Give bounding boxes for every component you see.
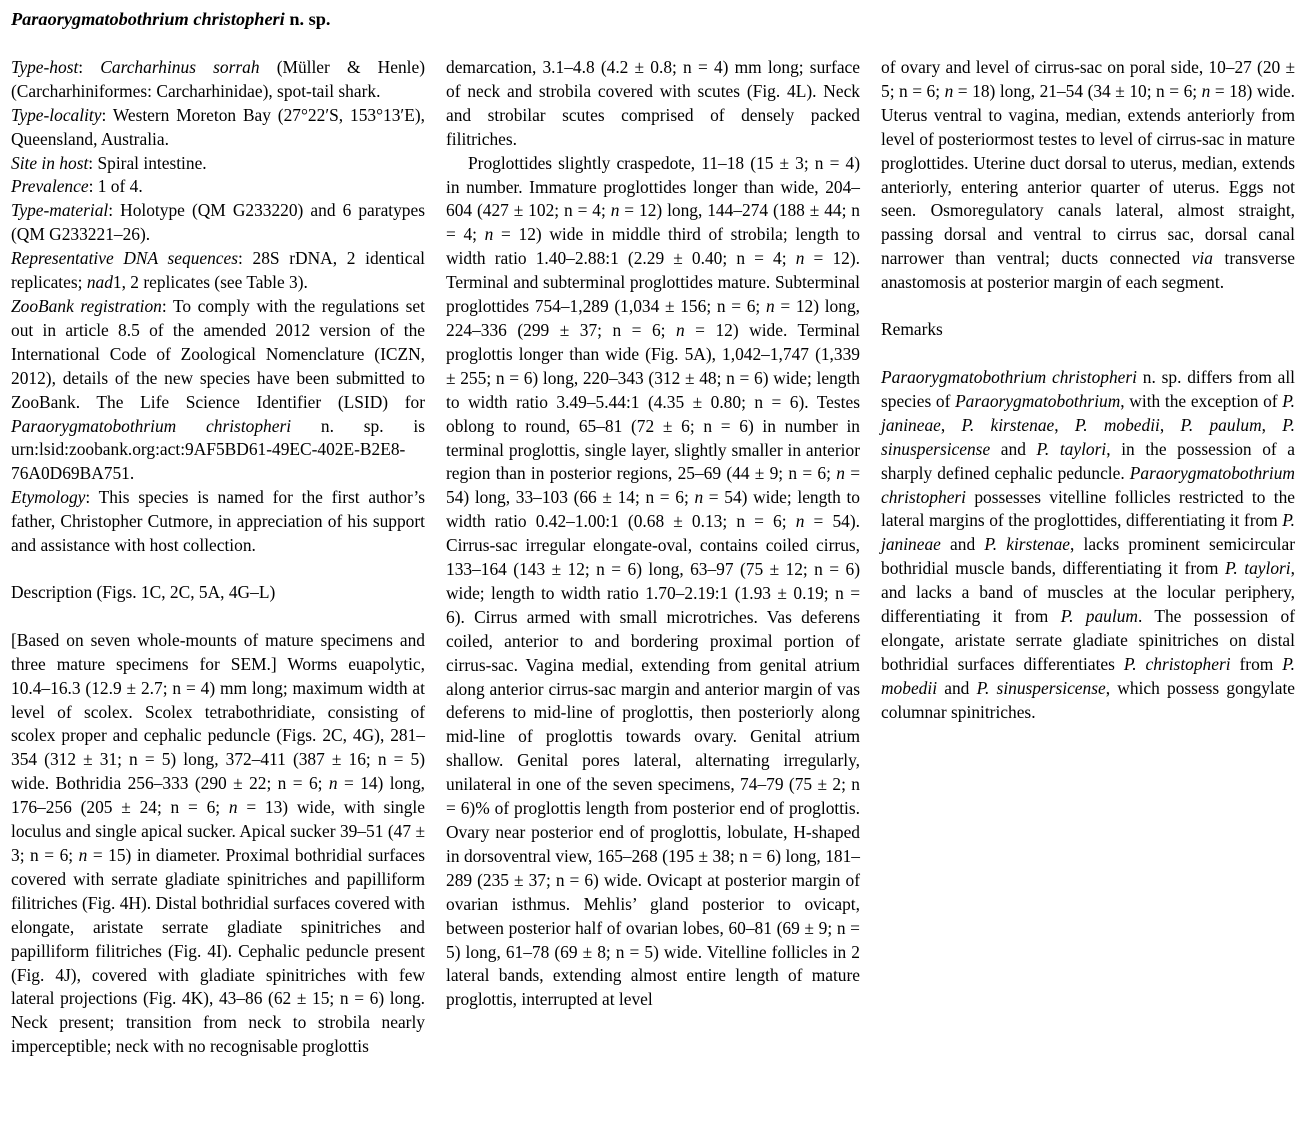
text-segment: n (694, 487, 704, 508)
type-material-paragraph (11, 199, 425, 247)
text-segment: = 14) long, 176–256 (205 ± 24; n = 6; (11, 773, 425, 818)
text-segment: Paraorygmatobothrium christopheri (11, 9, 285, 29)
text-segment: n (78, 845, 88, 865)
text-segment: n (795, 248, 805, 269)
text-segment: : 28S rDNA, 2 identical replicates; (11, 248, 425, 293)
text-segment: Type-locality (11, 104, 102, 125)
text-segment: , with the exception of (1120, 390, 1283, 411)
text-segment: n (610, 200, 620, 221)
text-segment: Carcharhinus sorrah (100, 56, 260, 77)
remarks-paragraph (881, 366, 1295, 725)
text-segment: P. taylori (1036, 438, 1107, 459)
text-segment: P. taylori (1224, 558, 1291, 579)
text-segment: P. paulum (1180, 414, 1262, 435)
text-segment: possesses vitelline follicles restricted to the lateral margins of the proglottides, differentiating it from (881, 486, 1295, 531)
text-segment: , (1159, 414, 1181, 435)
text-segment: = 12) long, 144–274 (188 ± 44; n = 4; (446, 200, 860, 245)
text-segment: P. janineae (881, 390, 1295, 435)
text-segment: P. kirstenae (984, 534, 1070, 555)
species-title (11, 8, 425, 32)
text-segment: P. janineae (881, 510, 1295, 555)
text-segment: = 12) wide in middle third of strobila; length to width ratio 1.40–2.88:1 (2.29 ± 0.40; n = 4; (446, 224, 860, 269)
text-segment: and (990, 438, 1037, 459)
text-segment: n (795, 511, 805, 532)
text-segment: = 12) long, 224–336 (299 ± 37; n = 6; (446, 296, 860, 340)
text-segment: Etymology (11, 487, 86, 508)
text-segment: = 18) long, 21–54 (34 ± 10; n = 6; (953, 80, 1202, 101)
text-segment: demarcation, 3.1–4.8 (4.2 ± 0.8; n = 4) mm long; surface of neck and strobila covered with scutes (Fig. 4L). Neck and strobilar scutes comprised of densely packed filitriches. (446, 57, 860, 149)
text-segment: nad (86, 272, 113, 293)
text-segment: : This species is named for the first author’s father, Christopher Cutmore, in appreciation of his support and assistance with host collection. (11, 487, 425, 556)
text-segment: and (937, 677, 977, 698)
text-segment: = 15) in diameter. Proximal bothridial surfaces covered with serrate gladiate spinitriches and papilliform filitriches (Fig. 4H). Distal bothridial surfaces covered with elongate, aristate serrate gladiate spinitriches and papilliform filitriches (Fig. 4I). Cephalic peduncle present (Fig. 4J), covered with gladiate spinitriches with few lateral projections (Fig. 4K), 43–86 (62 ± 15; n = 6) long. Neck present; transition from neck to strobila nearly imperceptible; neck with no recognisable proglottis (11, 845, 425, 1057)
site-in-host-paragraph (11, 152, 425, 176)
text-segment: , and lacks a band of muscles at the locular periphery, differentiating it from (881, 558, 1295, 627)
text-segment: Paraorygmatobothrium christopheri (11, 415, 292, 436)
text-segment: Type-material (11, 200, 109, 221)
text-segment: Paraorygmatobothrium christopheri (881, 462, 1295, 507)
text-segment: Representative DNA sequences (11, 248, 239, 269)
description-heading (11, 581, 425, 605)
text-segment: P. mobedii (1074, 414, 1160, 435)
text-segment: P. sinuspersicense (976, 677, 1106, 698)
text-segment: P. christopheri (1123, 653, 1231, 674)
text-segment: Paraorygmatobothrium christopheri (881, 366, 1138, 387)
text-segment: ZooBank registration (11, 295, 162, 316)
text-segment: n. sp. (284, 9, 331, 29)
text-segment: : Spiral intestine. (88, 152, 207, 173)
text-segment: of ovary and level of cirrus-sac on poral side, 10–27 (20 ± 5; n = 6; (881, 57, 1295, 101)
text-segment: : 1 of 4. (88, 176, 143, 197)
text-segment: P. kirstenae (961, 414, 1055, 435)
text-segment: , which possess gongylate columnar spinitriches. (881, 677, 1296, 722)
text-segment: n (836, 463, 845, 484)
column-1 (11, 8, 425, 1059)
text-segment: n (944, 80, 954, 101)
description-paragraph-2 (446, 152, 860, 1013)
text-segment: = 18) wide. Uterus ventral to vagina, median, extends anteriorly from level of posteriormost testes to level of cirrus-sac in mature proglottides. Uterine duct dorsal to uterus, median, extends anteriorly, entering anterior quarter of uterus. Eggs not seen. Osmoregulatory canals lateral, almost straight, passing dorsal and ventral to cirrus sac, dorsal canal narrower than ventral; ducts connected (881, 80, 1295, 269)
text-segment: . The possession of elongate, aristate serrate gladiate spinitriches on distal bothridial surfaces differentiates (881, 606, 1295, 674)
text-segment: Type-host (11, 56, 79, 77)
dna-sequences-paragraph (11, 247, 425, 295)
text-segment: n (675, 319, 685, 340)
text-segment: Site in host (11, 152, 89, 173)
text-segment: P. sinuspersicense (881, 414, 1295, 459)
text-segment: , lacks prominent semicircular bothridial muscle bands, differentiating it from (881, 534, 1295, 579)
text-segment: : (78, 56, 101, 77)
text-segment: = 54) long, 33–103 (66 ± 14; n = 6; (446, 463, 860, 508)
text-segment: n. sp. is urn:lsid:zoobank.org:act:9AF5BD61-49EC-402E-B2E8-76A0D69BA751. (11, 415, 425, 484)
text-segment: = 12). Terminal and subterminal proglottides mature. Subterminal proglottides 754–1,289 (1,034 ± 156; n = 6; (446, 248, 860, 317)
text-segment: , (1054, 414, 1075, 435)
text-segment: : Holotype (QM G233220) and 6 paratypes (QM G233221–26). (11, 200, 425, 245)
text-segment: P. mobedii (881, 653, 1295, 698)
description-paragraph-2-continued (881, 56, 1295, 295)
text-segment: = 12) wide. Terminal proglottis longer than wide (Fig. 5A), 1,042–1,747 (1,339 ± 255; n = 6) long, 220–343 (312 ± 48; n = 6) wide; length to width ratio 3.49–5.44:1 (4.35 ± 0.80; n = 6). Testes oblong to round, 65–81 (72 ± 6; n = 6) in number in terminal proglottis, single layer, slightly smaller in anterior region than in posterior regions, 25–69 (44 ± 9; n = 6; (446, 319, 860, 484)
column-2 (446, 8, 860, 1059)
etymology-paragraph (11, 486, 425, 558)
text-segment: n. sp. differs from all species of (881, 366, 1296, 411)
type-host-paragraph (11, 56, 425, 104)
text-segment: via (1191, 248, 1213, 269)
text-segment: n (328, 773, 338, 794)
text-segment: transverse anastomosis at posterior margin of each segment. (881, 248, 1295, 293)
text-segment: and (940, 534, 985, 555)
column-3 (881, 8, 1295, 1059)
text-segment: = 54) wide; length to width ratio 0.42–1.00:1 (0.68 ± 0.13; n = 6; (446, 487, 861, 532)
text-segment: , (940, 414, 962, 435)
text-segment: n (484, 224, 494, 245)
remarks-heading (881, 318, 1295, 342)
text-segment: : Western Moreton Bay (27°22′S, 153°13′E), Queensland, Australia. (11, 104, 425, 149)
text-segment: n (1201, 80, 1211, 101)
text-segment: , in the possession of a sharply defined cephalic peduncle. (881, 438, 1296, 483)
text-segment: Paraorygmatobothrium (955, 390, 1121, 411)
text-segment: Proglottides slightly craspedote, 11–18 (15 ± 3; n = 4) in number. Immature proglottides longer than wide, 204–604 (427 ± 102; n = 4; (446, 152, 860, 221)
text-segment: n (765, 296, 775, 317)
text-segment: [Based on seven whole-mounts of mature specimens and three mature specimens for SEM.] Worms euapolytic, 10.4–16.3 (12.9 ± 2.7; n = 4) mm long; maximum width at level of scolex. Scolex tetrabothridiate, consisting of scolex proper and cephalic peduncle (Figs. 2C, 4G), 281–354 (312 ± 31; n = 5) long, 372–411 (387 ± 16; n = 5) wide. Bothridia 256–333 (290 ± 22; n = 6; (11, 629, 425, 794)
text-segment: 1, 2 replicates (see Table 3). (112, 272, 308, 293)
text-segment: = 54). Cirrus-sac irregular elongate-oval, contains coiled cirrus, 133–164 (143 ± 12; n = 6) long, 63–97 (75 ± 12; n = 6) wide; length to width ratio 1.70–2.19:1 (1.93 ± 0.19; n = 6). Cirrus armed with small microtriches. Vas deferens coiled, anterior to and bordering proximal portion of cirrus-sac. Vagina medial, extending from genital atrium along anterior cirrus-sac margin and anterior margin of vas deferens to mid-line of proglottis, then posteriorly along mid-line of proglottis towards ovary. Genital atrium shallow. Genital pores lateral, alternating irregularly, unilateral in one of the seven specimens, 74–79 (75 ± 2; n = 6)% of proglottis length from posterior end of proglottis. Ovary near posterior end of proglottis, lobulate, H-shaped in dorsoventral view, 165–268 (195 ± 38; n = 6) long, 181–289 (235 ± 37; n = 6) wide. Ovicapt at posterior margin of ovarian isthmus. Mehlis’ gland posterior to ovicapt, between posterior half of ovarian lobes, 60–81 (69 ± 9; n = 5) long, 61–78 (69 ± 8; n = 5) wide. Vitelline follicles in 2 lateral bands, extending almost entire length of mature proglottis, interrupted at level (446, 511, 860, 1010)
text-segment: P. paulum (1060, 606, 1138, 627)
text-segment: = 13) wide, with single loculus and single apical sucker. Apical sucker 39–51 (47 ± 3; n = 6; (11, 797, 425, 865)
zoobank-paragraph (11, 295, 425, 486)
text-segment: n (228, 797, 238, 818)
description-paragraph-1-continued (446, 56, 860, 152)
text-segment: , (1261, 414, 1283, 435)
description-paragraph-1 (11, 629, 425, 1059)
text-segment: Remarks (881, 319, 943, 340)
text-segment: : To comply with the regulations set out in article 8.5 of the amended 2012 version of the International Code of Zoological Nomenclature (ICZN, 2012), details of the new species have been submitted to ZooBank. The Life Science Identifier (LSID) for (11, 295, 425, 412)
text-segment: Description (Figs. 1C, 2C, 5A, 4G–L) (11, 581, 276, 602)
text-segment: Prevalence (11, 176, 89, 197)
text-segment: from (1230, 653, 1283, 674)
type-locality-paragraph (11, 104, 425, 152)
prevalence-paragraph (11, 175, 425, 199)
text-segment: (Müller & Henle) (Carcharhiniformes: Carcharhinidae), spot-tail shark. (11, 56, 425, 101)
